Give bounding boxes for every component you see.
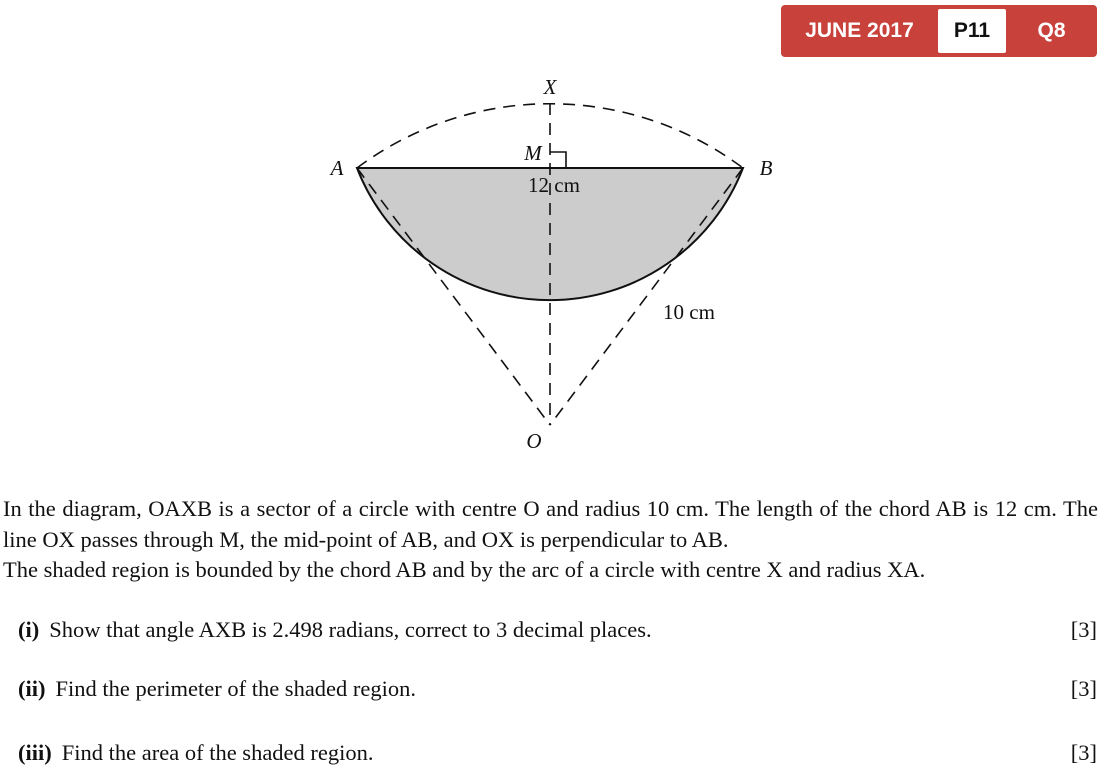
part-2-marks: [3] bbox=[1070, 676, 1097, 701]
part-3-body bbox=[18, 740, 374, 766]
question-part-1 bbox=[18, 617, 1100, 643]
part-1-marks: [3] bbox=[1070, 617, 1097, 642]
label-point-o: O bbox=[526, 429, 542, 453]
question-part-2 bbox=[18, 676, 1100, 702]
chord-length-label: 12 cm bbox=[528, 173, 580, 197]
radius-length-label: 10 cm bbox=[663, 300, 715, 324]
label-point-a: A bbox=[330, 156, 344, 180]
part-1-body bbox=[18, 617, 652, 643]
question-part-3 bbox=[18, 740, 1100, 766]
label-point-x: X bbox=[543, 75, 557, 99]
paper-number: P11 bbox=[938, 9, 1006, 53]
part-3-marks: [3] bbox=[1070, 740, 1097, 765]
part-2-number: (ii) bbox=[18, 676, 46, 701]
right-angle-marker bbox=[550, 152, 566, 168]
part-1-text: Show that angle AXB is 2.498 radians, correct to 3 decimal places. bbox=[49, 617, 652, 642]
exam-date: JUNE 2017 bbox=[805, 19, 914, 42]
part-3-number: (iii) bbox=[18, 740, 52, 765]
label-point-m: M bbox=[524, 141, 542, 165]
part-3-text: Find the area of the shaded region. bbox=[61, 740, 374, 765]
part-2-text: Find the perimeter of the shaded region. bbox=[55, 676, 417, 701]
question-intro: In the diagram, OAXB is a sector of a circle with centre O and radius 10 cm. The length of the chord AB is 12 cm. The line OX passes through M, the mid-point of AB, and OX is perpendicular to AB. The shaded region is bounded by the chord AB and by the arc of a circle with centre X and radius XA. bbox=[3, 496, 1098, 582]
part-2-body bbox=[18, 676, 416, 702]
question-number: Q8 bbox=[1037, 19, 1066, 42]
part-1-number: (i) bbox=[18, 617, 40, 642]
label-point-b: B bbox=[759, 156, 773, 180]
